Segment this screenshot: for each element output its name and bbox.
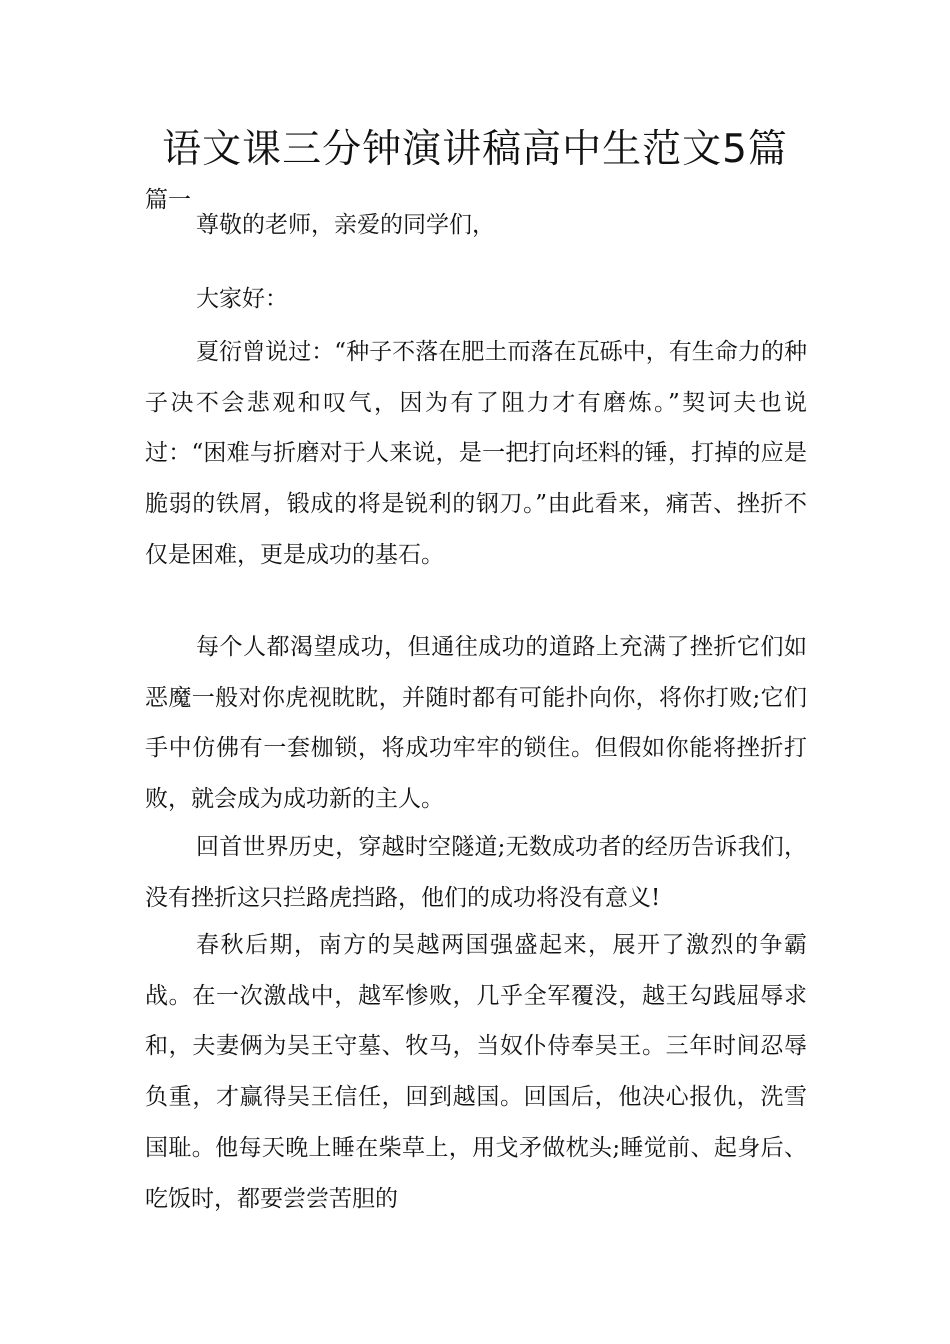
paragraph-salutation: 尊敬的老师，亲爱的同学们， xyxy=(196,212,495,238)
document-title: 语文课三分钟演讲稿高中生范文5篇 xyxy=(162,127,788,172)
paragraph-history: 回首世界历史，穿越时空隧道;无数成功者的经历告诉我们，没有挫折这只拦路虎挡路，他们的成功将没有意义! xyxy=(145,834,807,911)
paragraph-quotes: 夏衍曾说过：“种子不落在肥土而落在瓦砾中，有生命力的种子决不会悲观和叹气，因为有了阻力才有磨炼。”契诃夫也说过：“困难与折磨对于人来说，是一把打向坯料的锤，打掉的应是脆弱的铁屑，锻成的将是锐利的钢刀。”由此看来，痛苦、挫折不仅是困难，更是成功的基石。 xyxy=(145,339,807,568)
paragraph-greeting: 大家好： xyxy=(196,286,288,312)
paragraph-goujian: 春秋后期，南方的吴越两国强盛起来，展开了激烈的争霸战。在一次激战中，越军惨败，几乎全军覆没，越王勾践屈辱求和，夫妻俩为吴王守墓、牧马，当奴仆侍奉吴王。三年时间忍辱负重，才赢得吴王信任，回到越国。回国后，他决心报仇，洗雪国耻。他每天晚上睡在柴草上，用戈矛做枕头;睡觉前、起身后、吃饭时，都要尝尝苦胆的 xyxy=(145,932,807,1212)
section-label: 篇一 xyxy=(145,187,191,213)
paragraph-success: 每个人都渴望成功，但通往成功的道路上充满了挫折它们如恶魔一般对你虎视眈眈，并随时都有可能扑向你，将你打败;它们手中仿佛有一套枷锁，将成功牢牢的锁住。但假如你能将挫折打败，就会成为成功新的主人。 xyxy=(145,634,807,813)
